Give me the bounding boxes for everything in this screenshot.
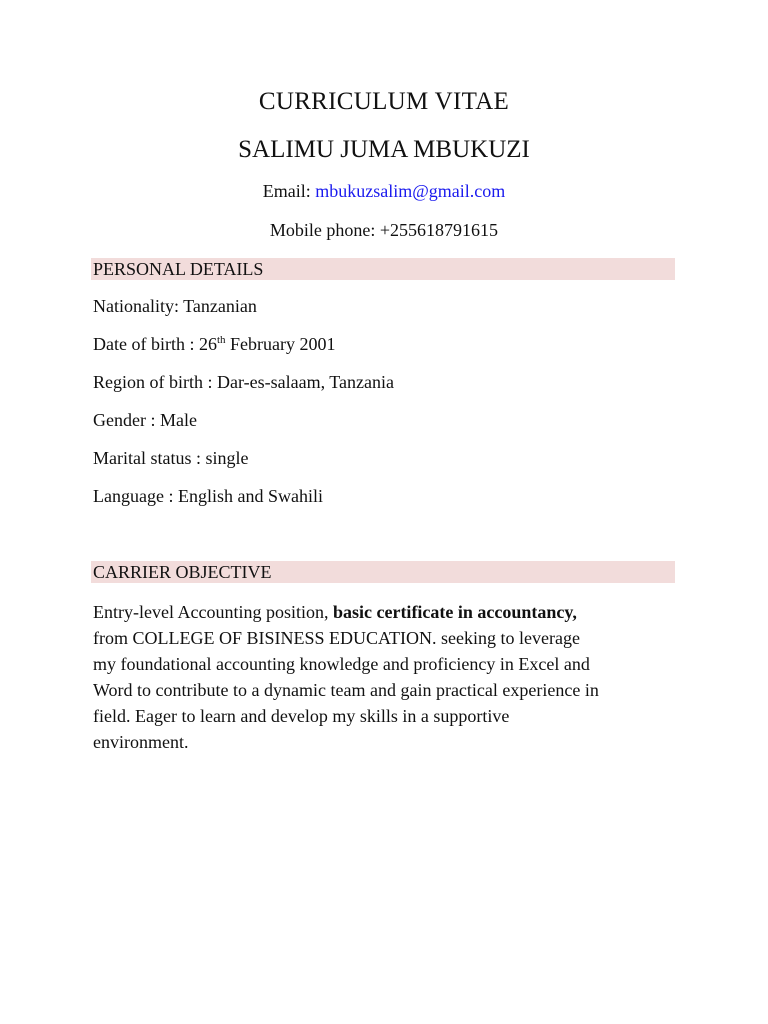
nationality: Nationality: Tanzanian (93, 296, 257, 316)
objective-line-4: Word to contribute to a dynamic team and gain practical experience in (93, 680, 599, 700)
objective-paragraph (93, 599, 679, 755)
objective-line-1-prefix: Entry-level Accounting position, (93, 602, 333, 622)
objective-line-2: from COLLEGE OF BISINESS EDUCATION. seeking to leverage (93, 628, 580, 648)
objective-line (93, 599, 679, 625)
objective-line-5: field. Eager to learn and develop my skills in a supportive (93, 706, 510, 726)
objective-line-1-bold: basic certificate in accountancy, (332, 602, 577, 622)
carrier-objective-heading: CARRIER OBJECTIVE (91, 561, 675, 583)
document-title: CURRICULUM VITAE (258, 88, 510, 115)
objective-line-3: my foundational accounting knowledge and proficiency in Excel and (93, 654, 590, 674)
candidate-name: SALIMU JUMA MBUKUZI (238, 136, 530, 163)
date-of-birth (93, 334, 336, 355)
region-of-birth: Region of birth : Dar-es-salaam, Tanzania (93, 372, 394, 392)
language: Language : English and Swahili (93, 486, 323, 506)
gender: Gender : Male (93, 410, 197, 430)
dob-ordinal-suffix: th (216, 334, 226, 346)
mobile-phone: Mobile phone: +255618791615 (269, 220, 499, 240)
dob-suffix: February 2001 (225, 334, 336, 354)
email-link[interactable]: mbukuzsalim@gmail.com (315, 181, 506, 201)
personal-details-heading: PERSONAL DETAILS (91, 258, 675, 280)
email-label: Email: (262, 181, 316, 201)
dob-prefix: Date of birth : 26 (93, 334, 217, 354)
email-line (0, 181, 768, 202)
marital-status: Marital status : single (93, 448, 249, 468)
objective-line-6: environment. (93, 732, 189, 752)
